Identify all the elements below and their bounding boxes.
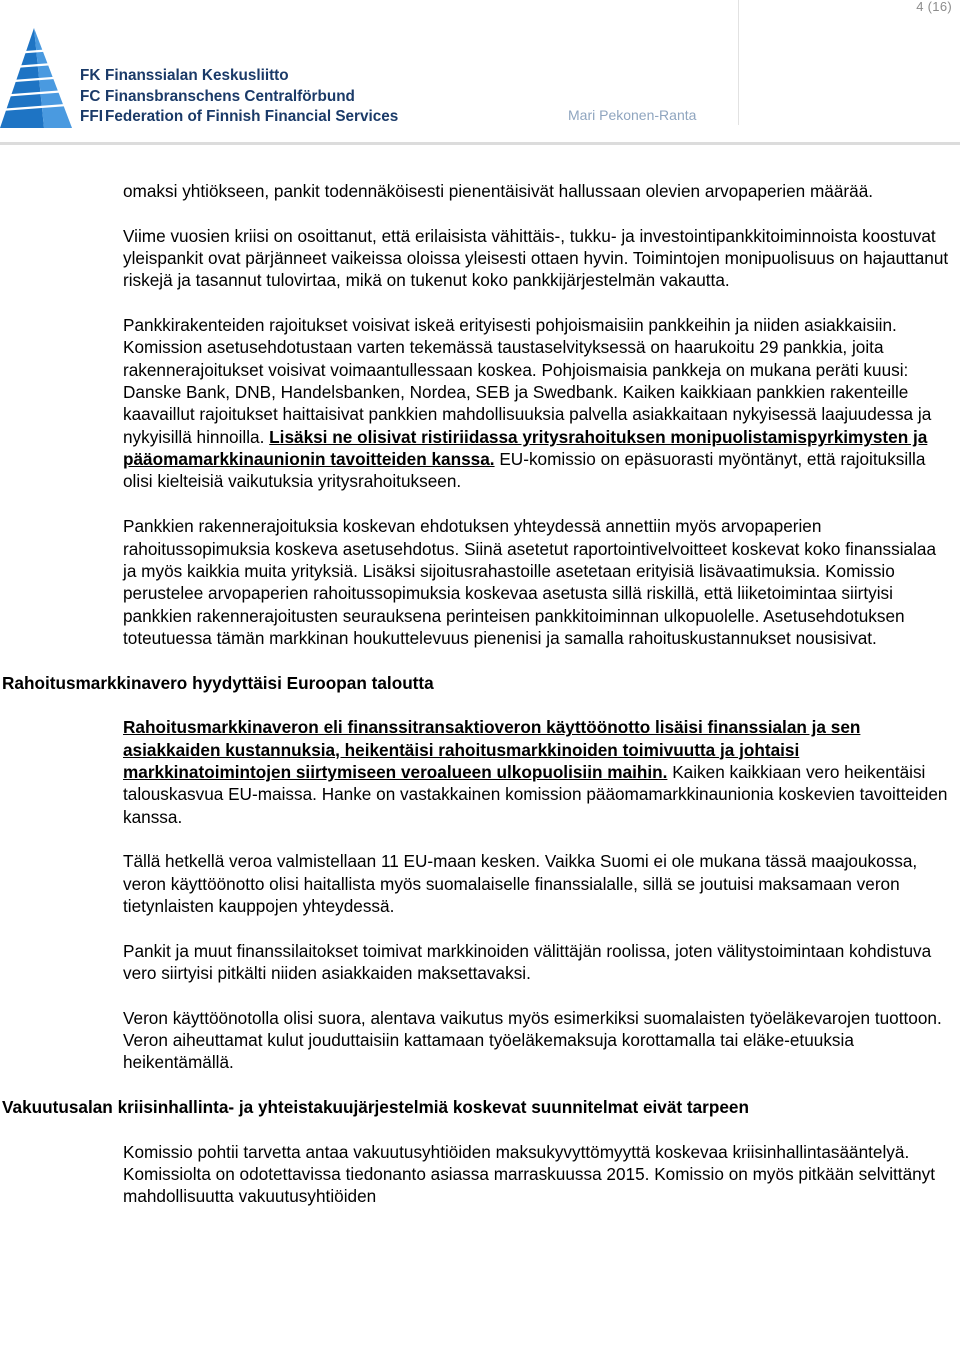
paragraph xyxy=(123,314,953,493)
org-name: Federation of Finnish Financial Services xyxy=(105,108,399,125)
org-abbr: FFI xyxy=(80,108,103,125)
org-line-fk xyxy=(80,66,398,87)
paragraph: Pankit ja muut finanssilaitokset toimivat markkinoiden välittäjän roolissa, joten välitystoimintaan kohdistuva vero siirtyisi pitkälti niiden asiakkaiden maksettavaksi. xyxy=(123,940,932,984)
author-name: Mari Pekonen-Ranta xyxy=(568,107,697,123)
org-line-ffi xyxy=(80,107,398,128)
organization-names xyxy=(80,66,398,128)
org-abbr: FC xyxy=(80,87,101,105)
paragraph: omaksi yhtiökseen, pankit todennäköisesti pienentäisivät hallussaan olevien arvopaperien määrää. xyxy=(123,181,874,201)
section-heading: Vakuutusalan kriisinhallinta- ja yhteistakuujärjestelmiä koskevat suunnitelmat eivät tarpeen xyxy=(2,1097,749,1118)
section-heading: Rahoitusmarkkinavero hyydyttäisi Euroopan taloutta xyxy=(2,672,434,693)
header-rule xyxy=(0,142,960,145)
org-name: Finansbranschens Centralförbund xyxy=(105,87,355,105)
org-name: Finanssialan Keskusliitto xyxy=(105,67,289,84)
paragraph xyxy=(123,716,953,828)
paragraph: Viime vuosien kriisi on osoittanut, että erilaisista vähittäis-, tukku- ja investointipankkitoiminnoista koostuvat yleispankit ovat pärjänneet vaikeissa oloissa yleisesti ottaen hyvin. Toimintojen monipuolisuus on hajauttanut riskejä ja tasannut tulovirtaa, mikä on tukenut koko pankkijärjestelmän vakautta. xyxy=(123,225,949,291)
org-line-fc xyxy=(80,87,398,108)
emphasized-text: Rahoitusmarkkinaveron eli finanssitransaktioveron käyttöönotto lisäisi finanssialan ja sen asiakkaiden kustannuksia, heikentäisi rahoitusmarkkinoiden toimivuutta ja johtaisi markkinatoimintojen siirtymiseen veroalueen ulkopuolisiin maihin. xyxy=(123,717,861,782)
paragraph: Komissio pohtii tarvetta antaa vakuutusyhtiöiden maksukyvyttömyyttä koskevaa kriisinhallintasääntelyä. Komissiolta on odotettavissa tiedonanto asiassa marraskuussa 2015. Komissio on myös pitkään selvittänyt mahdollisuutta vakuutusyhtiöiden xyxy=(123,1141,936,1207)
paragraph: Veron käyttöönotolla olisi suora, alentava vaikutus myös esimerkiksi suomalaisten työeläkevarojen tuottoon. Veron aiheuttamat kulut jouduttaisiin kattamaan työeläkemaksuja korottamalla tai eläke-etuuksia heikentämällä. xyxy=(123,1007,942,1073)
page-number: 4 (16) xyxy=(916,0,952,14)
paragraph-text: EU-komissio on epäsuorasti myöntänyt, että rajoituksilla olisi kielteisiä vaikutuksia yritysrahoitukseen. xyxy=(123,449,926,492)
paragraph: Pankkien rakennerajoituksia koskevan ehdotuksen yhteydessä annettiin myös arvopaperien rahoitussopimuksia koskeva asetusehdotus. Siinä asetetut raportointivelvoitteet koskevat koko finanssialaa ja myös kaikkia muita yrityksiä. Lisäksi sijoitusrahastoille asetetaan erityisiä lisävaatimuksia. Komissio perustelee arvopaperien rahoitussopimuksia koskevaa asetusta sillä riskillä, että liiketoimintaa siirtyisi pankkien rakennerajoitusten seurauksena perinteisen pankkitoiminnan ulkopuolelle. Asetusehdotuksen toteutuessa tämän markkinan houkuttelevuus pienenisi ja samalla rahoituskustannukset nousisivat. xyxy=(123,516,937,648)
paragraph: Tällä hetkellä veroa valmistellaan 11 EU-maan kesken. Vaikka Suomi ei ole mukana tässä maajoukossa, veron käyttöönotto olisi haitallista myös suomalaiselle finanssialalle, sillä se joutuisi maksamaan veron tietynlaisten kauppojen yhteydessä. xyxy=(123,851,918,916)
blue-triangular-logo-icon xyxy=(0,20,80,128)
emphasized-text: Lisäksi ne olisivat ristiriidassa yritysrahoituksen monipuolistamispyrkimysten ja pääomamarkkinaunionin tavoitteiden kanssa. xyxy=(123,426,928,470)
document-body xyxy=(0,180,960,1230)
paragraph-text: Pankkirakenteiden rajoitukset voisivat iskeä erityisesti pohjoismaisiin pankkeihin ja niiden asiakkaisiin. Komission asetusehdotustaan varten tekemässä taustaselvityksessä on haarukoitu 29 pankkia, joita rakennerajoitukset voisivat voimaantullessaan koskea. Pohjoismaisia pankkeja on mukana peräti kuusi: Danske Bank, DNB, Handelsbanken, Nordea, SEB ja Swedbank. Kaiken kaikkiaan pankkien rakenteille kaavaillut rajoitukset haittaisivat pankkien mahdollisuuksia palvella asiakkaitaan nykyisessä laajuudessa ja nykyisillä hinnoilla. xyxy=(123,315,932,447)
paragraph-text: Kaiken kaikkiaan vero heikentäisi talouskasvua EU-maissa. Hanke on vastakkainen komission pääomamarkkinaunionia koskevien tavoitteiden kanssa. xyxy=(123,761,948,827)
org-abbr: FK xyxy=(80,67,101,84)
header-divider xyxy=(738,0,739,125)
